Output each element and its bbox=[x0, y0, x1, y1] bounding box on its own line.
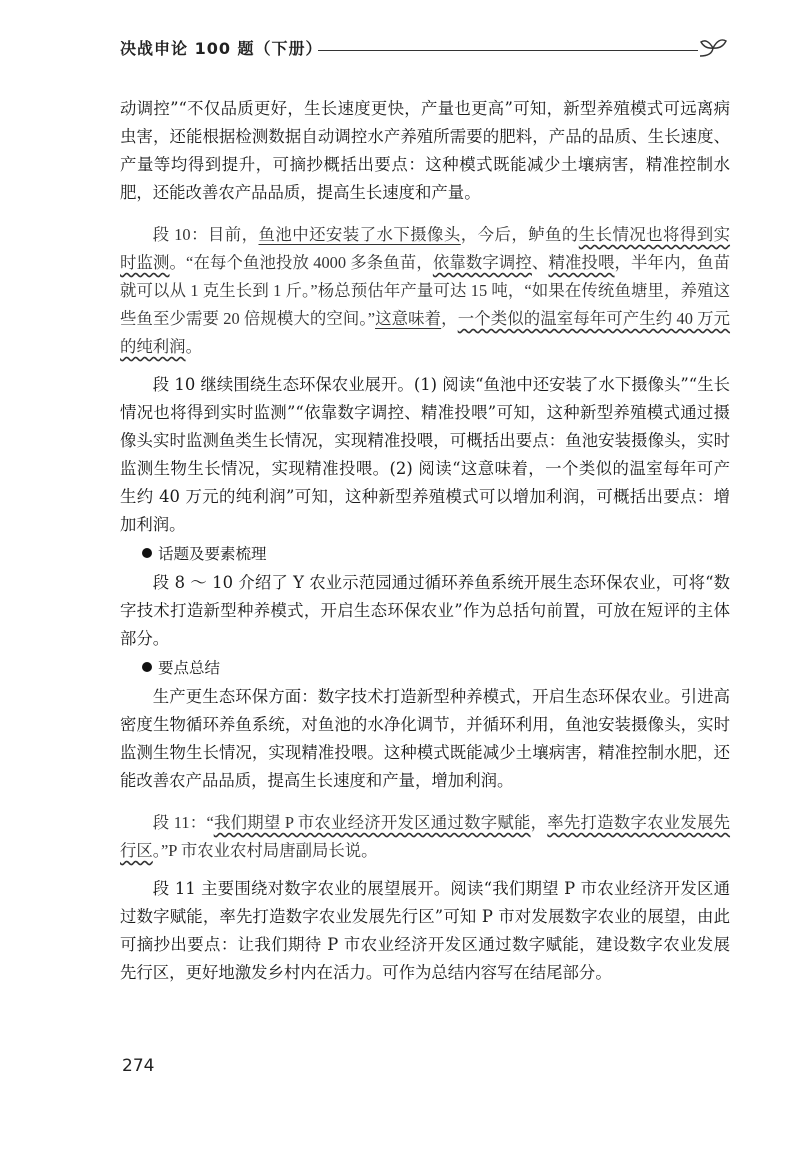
underlined-phrase: 一个类似的温室每年可产生约 40 万元的纯利润 bbox=[120, 309, 731, 356]
source-text: 。”P 市农业农村局唐副局长说。 bbox=[152, 841, 378, 860]
book-title: 决战申论 100 题（下册） bbox=[120, 39, 323, 58]
bullet-dot-icon bbox=[142, 662, 152, 672]
section-heading-label: 话题及要素梳理 bbox=[158, 545, 267, 563]
source-text: ， bbox=[441, 309, 458, 328]
underlined-phrase: 鱼池中还安装了水下摄像头 bbox=[258, 225, 461, 244]
bullet-dot-icon bbox=[142, 548, 152, 558]
underlined-phrase: 率先打造数字农业发展先行区 bbox=[120, 813, 731, 860]
sprout-icon bbox=[698, 36, 728, 60]
summary-paragraph: 生产更生态环保方面：数字技术打造新型种养模式，开启生态环保农业。引进高密度生物循环养鱼系统，对鱼池的水净化调节，并循环利用，鱼池安装摄像头，实时监测生物生长情况，实现精准投喂。这种模式既能减少土壤病害，精准控制水肥，还能改善农产品品质，提高生长速度和产量，增加利润。 bbox=[120, 687, 730, 790]
underlined-phrase: 这意味着 bbox=[375, 309, 442, 328]
source-paragraph-11 bbox=[120, 809, 730, 865]
header-rule bbox=[318, 50, 698, 51]
section-heading-label: 要点总结 bbox=[158, 659, 221, 677]
source-text: ，今后，鲈鱼的 bbox=[460, 225, 579, 244]
analysis-paragraph-11: 段 11 主要围绕对数字农业的展望展开。阅读“我们期望 P 市农业经济开发区通过数字赋能，率先打造数字农业发展先行区”可知 P 市对发展数字农业的展望，由此可摘抄出要点：让我们期待 P 市农业经济开发区通过数字赋能，建设数字农业发展先行区，更好地激发乡村内在活力。可作为总结内容写在结尾部分。 bbox=[120, 879, 730, 982]
source-text: 段 11：“ bbox=[152, 813, 214, 832]
page-number: 274 bbox=[122, 1056, 155, 1076]
underlined-phrase: 我们期望 P 市农业经济开发区通过数字赋能 bbox=[213, 813, 531, 832]
source-text: 段 10：目前， bbox=[152, 225, 259, 244]
analysis-paragraph-10: 段 10 继续围绕生态环保农业展开。(1) 阅读“鱼池中还安装了水下摄像头”“生长情况也将得到实时监测”“依靠数字调控、精准投喂”可知，这种新型养殖模式通过摄像头实时监测鱼类生长情况，实现精准投喂，可概括出要点：鱼池安装摄像头，实时监测生物生长情况，实现精准投喂。(2) 阅读“这意味着，一个类似的温室每年可产生约 40 万元的纯利润”可知，这种新型养殖模式可以增加利润，可概括出要点：增加利润。 bbox=[120, 375, 730, 534]
source-paragraph-10 bbox=[120, 221, 730, 361]
underlined-phrase: 生长情况也将得到实时监测 bbox=[120, 225, 731, 272]
source-text: 、 bbox=[531, 253, 549, 272]
source-text: 。 bbox=[185, 337, 202, 356]
running-header bbox=[120, 36, 730, 64]
underlined-phrase: 依靠数字调控 bbox=[432, 253, 532, 272]
section-heading-summary bbox=[120, 653, 730, 683]
underlined-phrase: 精准投喂 bbox=[548, 253, 615, 272]
section-heading-topic bbox=[120, 539, 730, 569]
source-text: 。“在每个鱼池投放 4000 多条鱼苗， bbox=[169, 253, 433, 272]
analysis-paragraph-continued: 动调控”“不仅品质更好，生长速度更快，产量也更高”可知，新型养殖模式可远离病虫害，还能根据检测数据自动调控水产养殖所需要的肥料，产品的品质、生长速度、产量等均得到提升，可摘抄概括出要点：这种模式既能减少土壤病害，精准控制水肥，还能改善农产品品质，提高生长速度和产量。 bbox=[120, 99, 730, 202]
topic-paragraph: 段 8 ～ 10 介绍了 Y 农业示范园通过循环养鱼系统开展生态环保农业，可将“数字技术打造新型种养模式，开启生态环保农业”作为总括句前置，可放在短评的主体部分。 bbox=[120, 573, 730, 648]
page-body bbox=[120, 95, 730, 987]
source-text: ，半年内，鱼苗就可以从 1 克生长到 1 斤。”杨总预估年产量可达 15 吨，“如果在传统鱼塘里，养殖这些鱼至少需要 20 倍规模大的空间。” bbox=[120, 253, 731, 328]
source-text: ， bbox=[530, 813, 548, 832]
